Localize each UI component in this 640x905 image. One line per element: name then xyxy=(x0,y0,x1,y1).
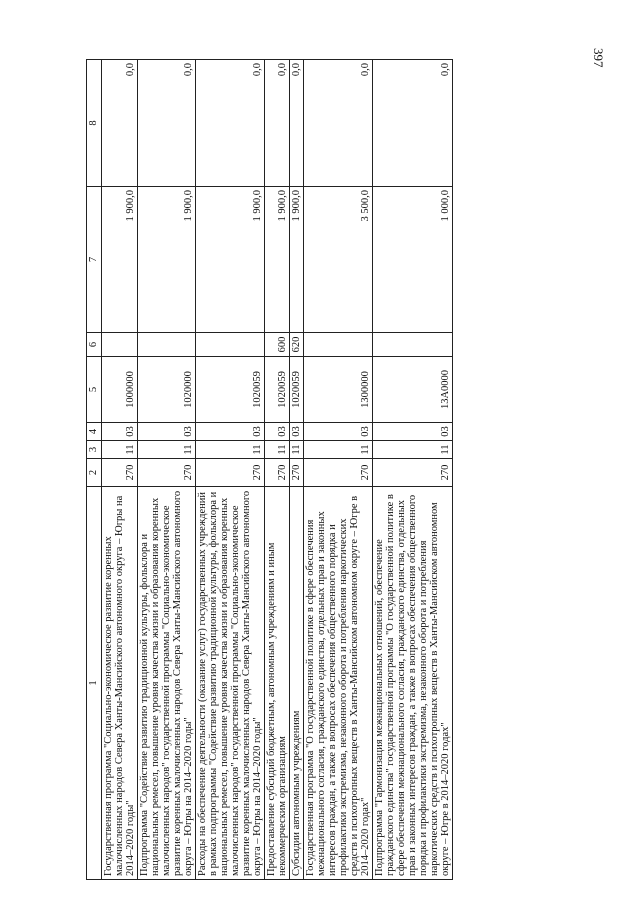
table-row xyxy=(138,60,196,880)
header-col-4: 4 xyxy=(87,423,102,441)
row-col-3: 11 xyxy=(265,441,290,459)
table-row xyxy=(196,60,265,880)
table-row xyxy=(102,60,138,880)
row-col-3: 11 xyxy=(102,441,138,459)
row-col-6 xyxy=(138,333,196,357)
row-col-7: 1 900,0 xyxy=(102,187,138,333)
budget-table xyxy=(86,59,453,880)
row-col-5: 1300000 xyxy=(304,357,373,423)
header-col-2: 2 xyxy=(87,459,102,487)
row-col-8: 0,0 xyxy=(196,60,265,187)
row-col-4: 03 xyxy=(304,423,373,441)
row-col-7: 1 900,0 xyxy=(265,187,290,333)
row-col-7: 1 000,0 xyxy=(373,187,453,333)
row-col-4: 03 xyxy=(290,423,304,441)
row-description: Субсидии автономным учреждениям xyxy=(290,487,304,880)
row-col-2: 270 xyxy=(196,459,265,487)
row-description: Государственная программа "Социально-экономическое развитие коренных малочисленных народов Севера Ханты-Мансийского автономного округа – Югры на 2014–2020 годы" xyxy=(102,487,138,880)
row-col-4: 03 xyxy=(373,423,453,441)
row-col-5: 1000000 xyxy=(102,357,138,423)
row-col-5: 13А0000 xyxy=(373,357,453,423)
header-col-6: 6 xyxy=(87,333,102,357)
row-description: Подпрограмма "Содействие развитию традиционной культуры, фольклора и национальных ремесел, повышение уровня качества жизни и образования коренных малочисленных народов" государственной программы "Социально-экономическое развитие коренных малочисленных народов Севера Ханты-Мансийского автономного округа – Югры на 2014–2020 годы" xyxy=(138,487,196,880)
row-col-2: 270 xyxy=(138,459,196,487)
row-col-6 xyxy=(196,333,265,357)
table-header-row xyxy=(87,60,102,880)
row-col-8: 0,0 xyxy=(373,60,453,187)
row-col-2: 270 xyxy=(304,459,373,487)
header-col-1: 1 xyxy=(87,487,102,880)
header-col-3: 3 xyxy=(87,441,102,459)
row-col-7: 3 500,0 xyxy=(304,187,373,333)
row-col-6 xyxy=(304,333,373,357)
header-col-8: 8 xyxy=(87,60,102,187)
row-col-6 xyxy=(102,333,138,357)
row-col-3: 11 xyxy=(290,441,304,459)
page-number: 397 xyxy=(591,48,606,68)
row-col-4: 03 xyxy=(138,423,196,441)
table-row xyxy=(304,60,373,880)
row-col-8: 0,0 xyxy=(102,60,138,187)
row-col-5: 1020059 xyxy=(290,357,304,423)
row-col-7: 1 900,0 xyxy=(138,187,196,333)
row-col-5: 1020000 xyxy=(138,357,196,423)
row-col-2: 270 xyxy=(373,459,453,487)
table-row xyxy=(373,60,453,880)
row-description: Расходы на обеспечение деятельности (оказание услуг) государственных учреждений в рамках подпрограммы "Содействие развитию традиционной культуры, фольклора и национальных ремесел, повышение уровня качества жизни и образования коренных малочисленных народов" государственной программы "Социально-экономическое развитие коренных малочисленных народов Севера Ханты-Мансийского автономного округа – Югры на 2014–2020 годы" xyxy=(196,487,265,880)
header-col-7: 7 xyxy=(87,187,102,333)
table-row xyxy=(290,60,304,880)
row-col-2: 270 xyxy=(290,459,304,487)
row-col-3: 11 xyxy=(196,441,265,459)
row-col-8: 0,0 xyxy=(304,60,373,187)
row-col-4: 03 xyxy=(102,423,138,441)
row-col-6 xyxy=(373,333,453,357)
row-col-8: 0,0 xyxy=(138,60,196,187)
row-col-3: 11 xyxy=(138,441,196,459)
row-col-5: 1020059 xyxy=(196,357,265,423)
row-col-8: 0,0 xyxy=(290,60,304,187)
row-description: Предоставление субсидий бюджетным, автономным учреждениям и иным некоммерческим организациям xyxy=(265,487,290,880)
row-col-7: 1 900,0 xyxy=(196,187,265,333)
row-col-4: 03 xyxy=(265,423,290,441)
row-col-6: 600 xyxy=(265,333,290,357)
row-col-4: 03 xyxy=(196,423,265,441)
row-col-6: 620 xyxy=(290,333,304,357)
row-col-3: 11 xyxy=(304,441,373,459)
row-description: Подпрограмма "Гармонизация межнациональных отношений, обеспечение гражданского единства" государственной программы "О государственной политике в сфере обеспечения межнационального согласия, гражданского единства, отдельных прав и законных интересов граждан, а также в вопросах обеспечения общественного порядка и профилактики экстремизма, незаконного оборота и потребления наркотических средств и психотропных веществ в Ханты-Мансийском автономном округе – Югре в 2014–2020 годах" xyxy=(373,487,453,880)
budget-table-page xyxy=(86,60,596,880)
row-col-2: 270 xyxy=(102,459,138,487)
row-description: Государственная программа "О государственной политике в сфере обеспечения межнационального согласия, гражданского единства, отдельных прав и законных интересов граждан, а также в вопросах обеспечения общественного порядка и профилактики экстремизма, незаконного оборота и потребления наркотических средств и психотропных веществ в Ханты-Мансийском автономном округе – Югре в 2014–2020 годах" xyxy=(304,487,373,880)
table-row xyxy=(265,60,290,880)
header-col-5: 5 xyxy=(87,357,102,423)
row-col-7: 1 900,0 xyxy=(290,187,304,333)
row-col-2: 270 xyxy=(265,459,290,487)
row-col-8: 0,0 xyxy=(265,60,290,187)
row-col-5: 1020059 xyxy=(265,357,290,423)
row-col-3: 11 xyxy=(373,441,453,459)
